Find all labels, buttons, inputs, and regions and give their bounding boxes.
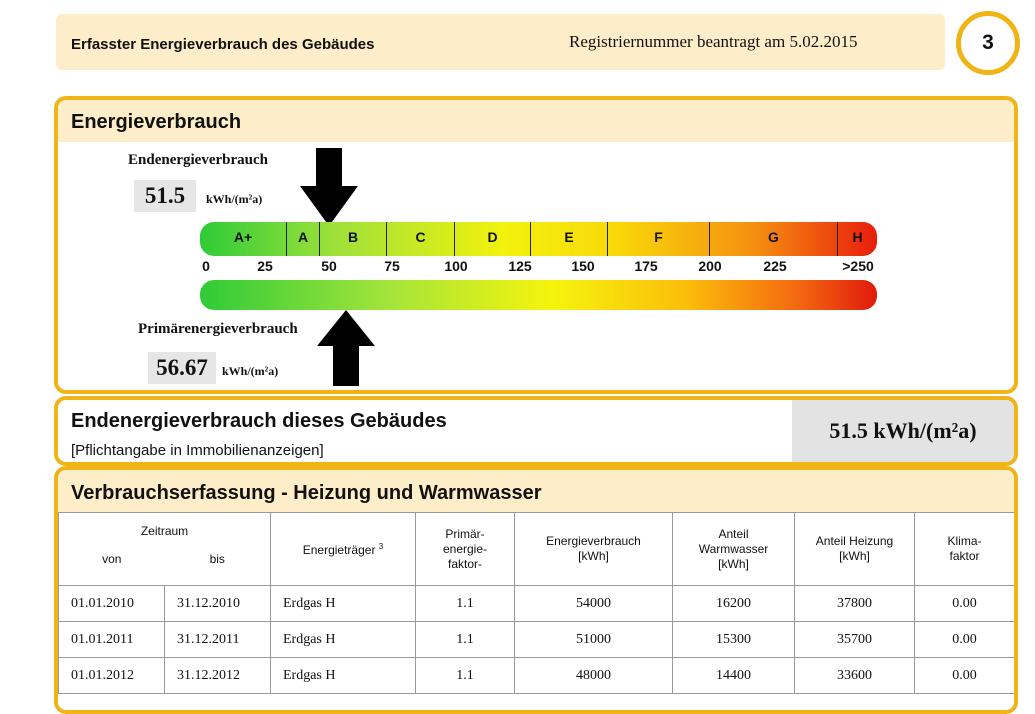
scale-tick: 225 bbox=[763, 258, 787, 274]
climate-cell: 0.00 bbox=[915, 658, 1015, 694]
primary-energy-unit: kWh/(m²a) bbox=[222, 364, 279, 378]
carrier-header bbox=[271, 513, 416, 586]
primary-energy-arrow-icon bbox=[317, 310, 375, 386]
heating-cell: 37800 bbox=[795, 586, 915, 622]
heating-cell: 35700 bbox=[795, 622, 915, 658]
to-cell: 31.12.2011 bbox=[165, 622, 271, 658]
carrier-footnote: 3 bbox=[378, 541, 384, 551]
header-bar bbox=[56, 14, 945, 70]
factor-cell: 1.1 bbox=[416, 658, 515, 694]
class-label: G bbox=[710, 222, 838, 256]
energy-heading: Energieverbrauch bbox=[58, 100, 1014, 142]
class-label: B bbox=[320, 222, 387, 256]
end-energy-label: Endenergieverbrauch bbox=[128, 152, 268, 168]
class-label: D bbox=[455, 222, 531, 256]
consumption-heading: Verbrauchserfassung - Heizung und Warmwasser bbox=[58, 470, 1014, 512]
class-label: E bbox=[531, 222, 608, 256]
summary-subtitle: [Pflichtangabe in Immobilienanzeigen] bbox=[71, 442, 324, 459]
primary-energy-bar bbox=[200, 280, 877, 310]
consumption-cell: 51000 bbox=[515, 622, 673, 658]
from-cell: 01.01.2010 bbox=[59, 586, 165, 622]
consumption-header: Energieverbrauch [kWh] bbox=[515, 513, 673, 586]
scale-tick: 175 bbox=[634, 258, 658, 274]
class-label: H bbox=[852, 229, 863, 245]
header-title: Erfasster Energieverbrauch des Gebäudes bbox=[71, 36, 375, 53]
page-number-badge: 3 bbox=[956, 11, 1020, 75]
energy-consumption-panel bbox=[54, 96, 1018, 394]
consumption-panel bbox=[54, 466, 1018, 714]
factor-cell: 1.1 bbox=[416, 586, 515, 622]
climate-cell: 0.00 bbox=[915, 586, 1015, 622]
warm-water-cell: 16200 bbox=[673, 586, 795, 622]
scale-tick: >250 bbox=[842, 258, 874, 274]
primary-energy-label: Primärenergieverbrauch bbox=[138, 321, 298, 337]
warm-water-cell: 15300 bbox=[673, 622, 795, 658]
period-header bbox=[59, 513, 271, 586]
class-label: A bbox=[287, 222, 320, 256]
carrier-cell: Erdgas H bbox=[271, 622, 416, 658]
table-row bbox=[59, 658, 1015, 694]
class-label: C bbox=[387, 222, 455, 256]
consumption-cell: 48000 bbox=[515, 658, 673, 694]
end-energy-value: 51.5 bbox=[134, 180, 196, 212]
scale-tick: 75 bbox=[384, 258, 400, 274]
end-energy-arrow-icon bbox=[300, 148, 358, 226]
class-label: A+ bbox=[200, 222, 287, 256]
summary-panel bbox=[54, 396, 1018, 466]
to-cell: 31.12.2012 bbox=[165, 658, 271, 694]
scale-tick: 200 bbox=[698, 258, 722, 274]
class-label: F bbox=[608, 222, 710, 256]
primary-factor-header: Primär-energie-faktor- bbox=[416, 513, 515, 586]
climate-cell: 0.00 bbox=[915, 622, 1015, 658]
climate-header: Klima-faktor bbox=[915, 513, 1015, 586]
scale-tick: 25 bbox=[257, 258, 273, 274]
consumption-table bbox=[58, 512, 1015, 694]
period-label: Zeitraum bbox=[140, 524, 189, 538]
scale-tick: 150 bbox=[571, 258, 595, 274]
registration-note: Registriernummer beantragt am 5.02.2015 bbox=[569, 32, 858, 51]
factor-cell: 1.1 bbox=[416, 622, 515, 658]
scale-tick: 100 bbox=[444, 258, 468, 274]
table-row bbox=[59, 586, 1015, 622]
energy-class-scale bbox=[200, 222, 877, 256]
primary-energy-value: 56.67 bbox=[148, 352, 216, 384]
consumption-cell: 54000 bbox=[515, 586, 673, 622]
from-cell: 01.01.2011 bbox=[59, 622, 165, 658]
table-row bbox=[59, 622, 1015, 658]
warm-water-cell: 14400 bbox=[673, 658, 795, 694]
summary-value: 51.5 kWh/(m²a) bbox=[792, 400, 1014, 462]
warm-water-header: Anteil Warmwasser [kWh] bbox=[673, 513, 795, 586]
to-cell: 31.12.2010 bbox=[165, 586, 271, 622]
scale-tick: 0 bbox=[202, 258, 210, 274]
carrier-header-label: Energieträger bbox=[302, 542, 376, 557]
carrier-cell: Erdgas H bbox=[271, 658, 416, 694]
scale-tick: 125 bbox=[508, 258, 532, 274]
scale-tick: 50 bbox=[321, 258, 337, 274]
heating-cell: 33600 bbox=[795, 658, 915, 694]
to-header: bis bbox=[209, 552, 225, 566]
heating-header: Anteil Heizung [kWh] bbox=[795, 513, 915, 586]
from-header: von bbox=[102, 552, 122, 566]
end-energy-unit: kWh/(m²a) bbox=[206, 192, 263, 206]
carrier-cell: Erdgas H bbox=[271, 586, 416, 622]
summary-title: Endenergieverbrauch dieses Gebäudes bbox=[71, 410, 447, 432]
from-cell: 01.01.2012 bbox=[59, 658, 165, 694]
